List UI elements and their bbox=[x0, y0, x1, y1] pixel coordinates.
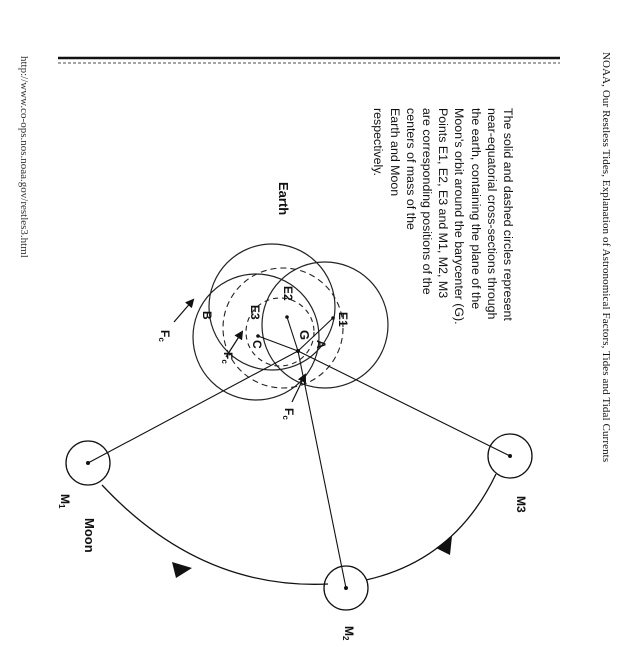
orbit-direction-arrow-1 bbox=[172, 562, 192, 578]
label-e3: E3 bbox=[248, 305, 262, 320]
header-rule bbox=[58, 58, 560, 63]
caption-line: Earth and Moon bbox=[387, 108, 402, 197]
line-g-to-e3 bbox=[258, 336, 298, 351]
fc-arrow-a bbox=[292, 375, 305, 402]
caption-line: are corresponding positions of the bbox=[419, 108, 434, 295]
label-fc-sub: c bbox=[157, 337, 166, 342]
figure-caption bbox=[370, 108, 516, 325]
orbit-direction-arrow-2 bbox=[436, 536, 452, 555]
moon-center-m1 bbox=[86, 461, 90, 465]
moon-orbit-arc-1 bbox=[102, 485, 328, 584]
fc-arrow-b bbox=[174, 300, 193, 322]
point-e3 bbox=[256, 334, 260, 338]
label-earth: Earth bbox=[276, 182, 291, 216]
label-c: C bbox=[250, 340, 264, 349]
point-g bbox=[296, 349, 300, 353]
caption-line: Points E1, E2, E3 and M1, M2, M3 bbox=[436, 108, 451, 299]
line-g-to-m1 bbox=[88, 351, 298, 463]
label-fc-a bbox=[281, 408, 296, 420]
moon-center-m2 bbox=[344, 586, 348, 590]
label-fc-c bbox=[220, 352, 235, 364]
label-fc-b bbox=[157, 330, 172, 342]
label-fc-sub: c bbox=[281, 415, 290, 420]
label-m2-sub: 2 bbox=[341, 636, 350, 641]
label-fc-main: F bbox=[158, 330, 172, 338]
label-a: A bbox=[314, 340, 328, 349]
moon-center-m3 bbox=[508, 454, 512, 458]
label-e1: E1 bbox=[336, 312, 350, 327]
point-e2 bbox=[285, 315, 289, 319]
line-g-to-m3 bbox=[298, 351, 510, 456]
label-e2: E2 bbox=[281, 286, 295, 301]
caption-line: respectively. bbox=[371, 108, 386, 176]
caption-line: centers of mass of the bbox=[403, 108, 418, 230]
label-b: B bbox=[200, 311, 214, 320]
caption-line: Moon's orbit around the barycenter (G). bbox=[452, 108, 467, 325]
caption-line: near-equatorial cross-sections through bbox=[484, 108, 499, 320]
moon-orbit-arc-2 bbox=[366, 474, 496, 580]
caption-line: the earth, containing the plane of the bbox=[468, 108, 483, 310]
label-moon: Moon bbox=[82, 518, 97, 553]
label-m2 bbox=[341, 626, 356, 640]
label-m1 bbox=[57, 494, 72, 508]
label-fc-main: F bbox=[221, 352, 235, 360]
label-fc-main: F bbox=[282, 408, 296, 416]
label-m3: M3 bbox=[514, 496, 528, 513]
label-m1-sub: 1 bbox=[57, 504, 66, 509]
label-m2-main: M bbox=[342, 626, 356, 636]
label-m1-main: M bbox=[58, 494, 72, 504]
source-url: http://www.co-ops.nos.noaa.gov/restles3.html bbox=[18, 56, 30, 258]
caption-line: The solid and dashed circles represent bbox=[501, 108, 515, 321]
point-e1 bbox=[331, 316, 335, 320]
label-fc-sub: c bbox=[220, 359, 229, 364]
label-g: G bbox=[297, 330, 312, 341]
running-head: NOAA, Our Restless Tides, Explanation of Astronomical Factors, Tides and Tidal Currents bbox=[600, 52, 612, 463]
